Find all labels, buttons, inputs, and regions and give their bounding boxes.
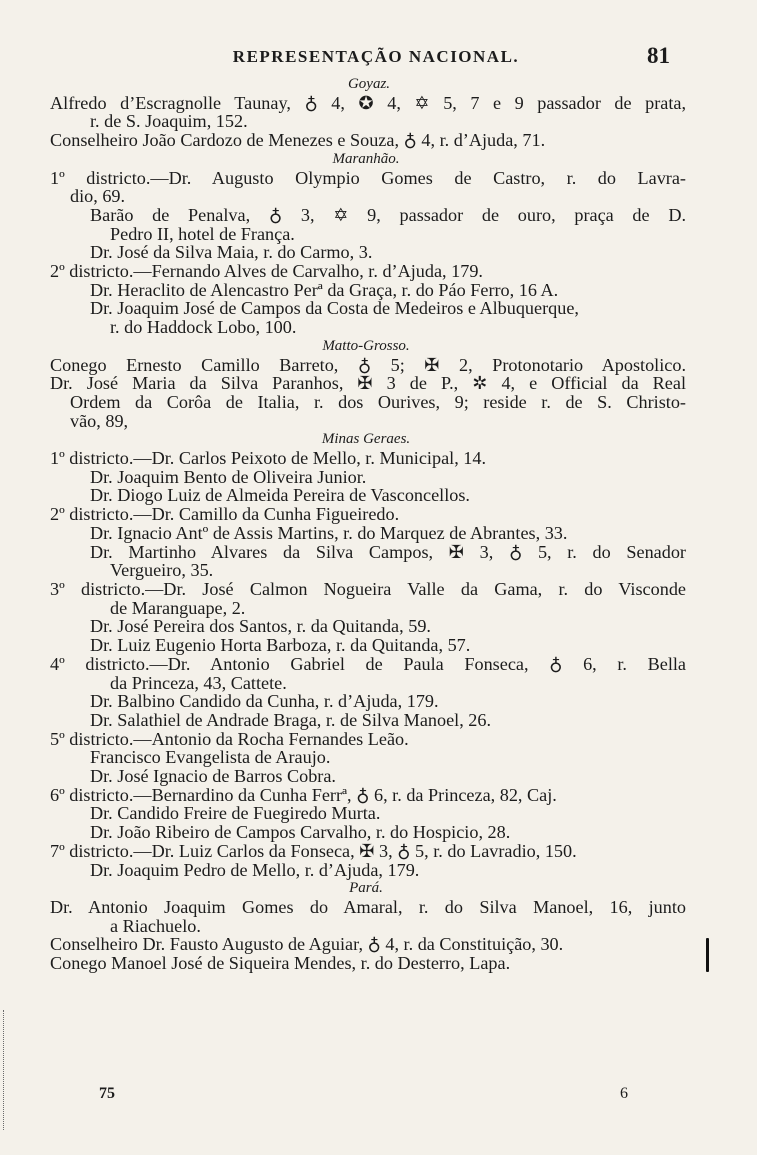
- entry-line: 7º districto.—Dr. Luiz Carlos da Fonseca, ✠ 3, ♁ 5, r. do Lavradio, 150.: [50, 840, 577, 861]
- section-heading: Maranhão.: [332, 150, 400, 167]
- entry-line: Dr. Salathiel de Andrade Braga, r. de Silva Manoel, 26.: [90, 709, 492, 730]
- entry-line: Dr. José Ignacio de Barros Cobra.: [90, 766, 336, 787]
- entry-line: r. do Haddock Lobo, 100.: [110, 317, 297, 338]
- entry-line: Francisco Evangelista de Araujo.: [90, 747, 331, 768]
- entry-line: 4º districto.—Dr. Antonio Gabriel de Paula Fonseca, ♁ 6, r. Bella: [50, 653, 686, 674]
- section-heading: Pará.: [349, 880, 383, 897]
- entry-line: 3º districto.—Dr. José Calmon Nogueira Valle da Gama, r. do Visconde: [50, 578, 686, 599]
- margin-dotted-rule: [3, 1010, 5, 1130]
- entry-line: de Maranguape, 2.: [110, 597, 246, 618]
- section-heading: Matto-Grosso.: [322, 337, 410, 354]
- page-header: [0, 43, 757, 73]
- entry-line: Conego Manoel José de Siqueira Mendes, r. do Desterro, Lapa.: [50, 953, 511, 974]
- entry-line: Barão de Penalva, ♁ 3, ✡ 9, passador de ouro, praça de D.: [90, 204, 686, 225]
- entry-line: Dr. Heraclito de Alencastro Perª da Graça, r. do Páo Ferro, 16 A.: [90, 279, 559, 300]
- entry-line: 6º districto.—Bernardino da Cunha Ferrª, ♁ 6, r. da Princeza, 82, Caj.: [50, 784, 557, 805]
- entry-line: Dr. Luiz Eugenio Horta Barboza, r. da Quitanda, 57.: [90, 635, 471, 656]
- entry-line: Dr. Antonio Joaquim Gomes do Amaral, r. do Silva Manoel, 16, junto: [50, 896, 686, 917]
- section-heading: Minas Geraes.: [321, 431, 411, 448]
- page-body: [46, 75, 686, 973]
- entry-line: Conego Ernesto Camillo Barreto, ♁ 5; ✠ 2, Protonotario Apostolico.: [50, 354, 686, 375]
- entry-line: 5º districto.—Antonio da Rocha Fernandes Leão.: [50, 728, 409, 749]
- page-number: 81: [647, 43, 670, 68]
- entry-line: Ordem da Corôa de Italia, r. dos Ourives, 9; reside r. de S. Christo-: [70, 391, 686, 412]
- entry-line: 1º districto.—Dr. Carlos Peixoto de Mello, r. Municipal, 14.: [50, 448, 487, 469]
- entry-line: Dr. José Pereira dos Santos, r. da Quitanda, 59.: [90, 616, 431, 637]
- entry-line: a Riachuelo.: [110, 915, 201, 936]
- entry-line: Dr. José da Silva Maia, r. do Carmo, 3.: [90, 242, 373, 263]
- entry-line: Dr. Martinho Alvares da Silva Campos, ✠ 3, ♁ 5, r. do Senador: [90, 541, 686, 562]
- entry-line: Dr. José Maria da Silva Paranhos, ✠ 3 de P., ✲ 4, e Official da Real: [50, 373, 686, 394]
- entry-line: 2º districto.—Fernando Alves de Carvalho, r. d’Ajuda, 179.: [50, 261, 483, 282]
- signature-mark-right: 6: [620, 1085, 628, 1102]
- entry-line: r. de S. Joaquim, 152.: [90, 111, 248, 132]
- entry-line: Dr. Joaquim Pedro de Mello, r. d’Ajuda, 179.: [90, 859, 420, 880]
- entry-line: vão, 89,: [70, 410, 129, 431]
- entry-line: 2º districto.—Dr. Camillo da Cunha Figueiredo.: [50, 504, 400, 525]
- entry-line: Vergueiro, 35.: [110, 560, 214, 581]
- entry-line: Dr. Candido Freire de Fuegiredo Murta.: [90, 803, 381, 824]
- entry-line: Dr. Balbino Candido da Cunha, r. d’Ajuda, 179.: [90, 691, 439, 712]
- entry-line: 1º districto.—Dr. Augusto Olympio Gomes de Castro, r. do Lavra-: [50, 167, 686, 188]
- entry-line: Dr. Ignacio Antº de Assis Martins, r. do Marquez de Abrantes, 33.: [90, 522, 568, 543]
- entry-line: da Princeza, 43, Cattete.: [110, 672, 287, 693]
- entry-line: Dr. Joaquim José de Campos da Costa de Medeiros e Albuquerque,: [90, 298, 579, 319]
- entry-line: Pedro II, hotel de França.: [110, 223, 295, 244]
- entry-line: dio, 69.: [70, 186, 126, 207]
- running-title: REPRESENTAÇÃO NACIONAL.: [232, 47, 520, 66]
- entry-line: Conselheiro Dr. Fausto Augusto de Aguiar, ♁ 4, r. da Constituição, 30.: [50, 934, 564, 955]
- entry-line: Conselheiro João Cardozo de Menezes e Souza, ♁ 4, r. d’Ajuda, 71.: [50, 130, 546, 151]
- entry-line: Dr. João Ribeiro de Campos Carvalho, r. do Hospicio, 28.: [90, 822, 511, 843]
- signature-mark-left: 75: [99, 1085, 115, 1102]
- entry-line: Dr. Joaquim Bento de Oliveira Junior.: [90, 466, 367, 487]
- margin-ink-mark: [706, 938, 709, 972]
- section-heading: Goyaz.: [347, 76, 391, 92]
- entry-line: Dr. Diogo Luiz de Almeida Pereira de Vasconcellos.: [90, 485, 470, 506]
- page-footer: [0, 1085, 757, 1107]
- entry-line: Alfredo d’Escragnolle Taunay, ♁ 4, ✪ 4, ✡ 5, 7 e 9 passador de prata,: [50, 92, 686, 113]
